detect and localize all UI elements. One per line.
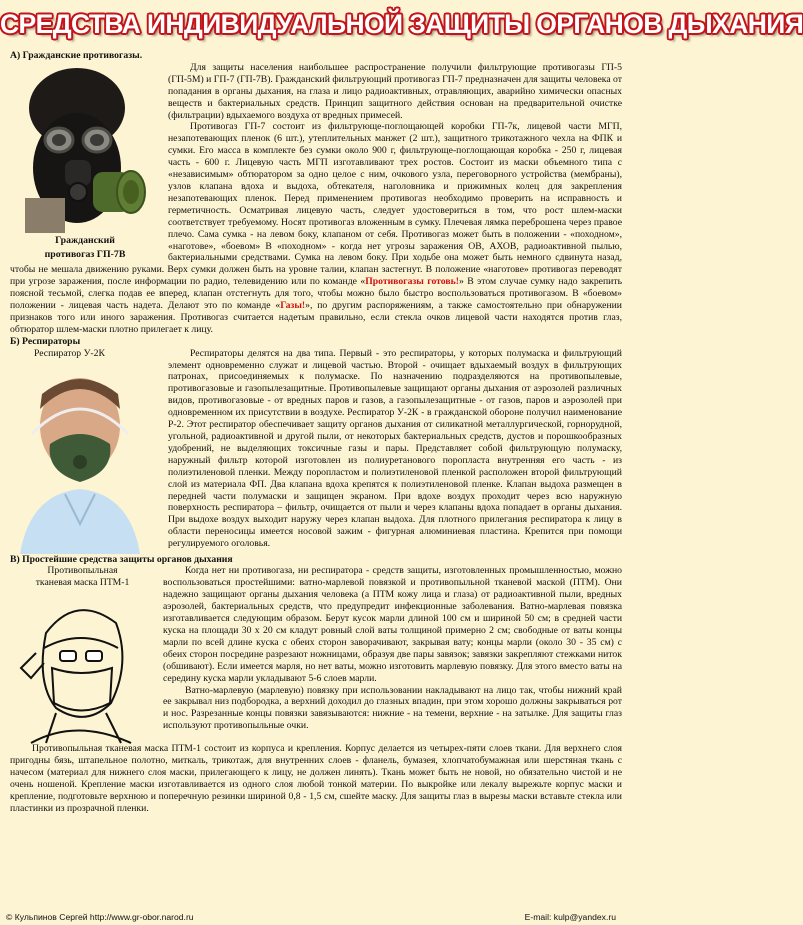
command-gas: Газы! [280,300,306,312]
ptm-caption-1: Противопыльная [47,565,118,577]
respirator-caption: Респиратор У-2К [34,347,105,359]
section-a-paragraph-2-text: Противогаз ГП-7 состоит из фильтрующе-поглощающей коробки ГП-7к, лицевой части МГП, незапотевающих пленок (6 шт.), утеплительных манжет (2 шт.), защитного трикотажного чехла на ФПК и сумки. Его масса в комплекте без сумки около 900 г, фильтрующе-поглощающая коробка - 250 г, лицевая часть - 600 г. Лицевую часть МГП изготавливают трех ростов. Состоит из маски объемного типа с «независимым» обтюратором за одно целое с ним, очкового узла, переговорного устройства (мембраны), узлов клапана вдоха и выдоха, обтекателя, наголовника и прижимных колец для закрепления незапотевающих пленок. Перед применением противогаз необходимо проверить на исправность и герметичность. Осматривая лицевую часть, следует удостовериться в том, что рост шлем-маски соответствует требуемому. Носят противогаз вложенным в сумку. Плечевая лямка переброшена через правое плечо. Сама сумка - на левом боку, клапаном от себя. Противогаз может быть в положении - «походном», «наготове», «боевом» В «походном» - когда нет угрозы заражения ОВ, АХОВ, радиоактивной пылью, бактериальными средствами. Сумка на левом боку. При ходьбе она может быть немного сдвинута назад, чтобы не мешала движению руками. Верх сумки должен быть на уровне талии, клапан застегнут. В положение «наготове» противогаз переводят при угрозе заражения, после информации по радио, телевидению или по команде « [10,121,622,288]
gas-mask-caption-1: Гражданский [55,234,115,246]
ptm-mask-figure [10,565,155,743]
respirator-photo [10,364,150,554]
gas-mask-photo [15,68,155,233]
section-a-paragraph-2-text-c: », по другим распоряжениям, а также самостоятельно при обнаружении признаков того или иного заражения. Противогаз считается надетым правильно, если стекла очков лицевой части находятся против глаз, обтюратор шлем-маски плотно прилегает к лицу. [10,300,622,335]
section-a-paragraph-1: Для защиты населения наибольшее распространение получили фильтрующие противогазы ГП-5 (ГП-5М) и ГП-7 (ГП-7В). Гражданский фильтрующий противогаз ГП-7 предназначен для защиты человека от попадания в органы дыхания, на глаза и лицо радиоактивных, отравляющих, аварийно химически опасных веществ и бактериальных средств. Принцип защитного действия основан на предварительной очистке (фильтрации) вдыхаемого воздуха от вредных примесей. [168,61,622,121]
page-title: СРЕДСТВА ИНДИВИДУАЛЬНОЙ ЗАЩИТЫ ОРГАНОВ ДЫХАНИЯ [0,9,803,39]
section-c-heading: В) Простейшие средства защиты органов дыхания [10,553,233,565]
section-b-paragraph-1: Респираторы делятся на два типа. Первый - это респираторы, у которых полумаска и фильтрующий элемент одновременно служат и лицевой частью. Второй - очищает вдыхаемый воздух в фильтрующих патронах, присоединяемых к полумаске. По назначению подразделяются на противопылевые, противогазовые и газопылезащитные. Противопылевые защищают органы дыхания от аэрозолей различных видов, противогазовые - от вредных паров и газов, а газопылезащитные - от газов, паров и аэрозолей при одновременном их присутствии в воздухе. Респиратор У-2К - в гражданской обороне получил наименование Р-2. Этот респиратор обеспечивает защиту органов дыхания от силикатной металлургической, горнорудной, угольной, радиоактивной и другой пыли, от некоторых бактериальных средств, дустов и порошкообразных удобрений, не выделяющих токсичные газы и пары. Представляет собой фильтрующую полумаску, наружный фильтр которой изготовлен из полиуретанового поропласта внутренняя его часть - из полиэтиленовой пленки. Между поропластом и полиэтиленовой пленкой расположен второй фильтрующий слой из материала ФП. Два клапана вдоха крепятся к полиэтиленовой пленке. Клапан выдоха размещен в передней части полумаски и защищен экраном. При вдохе воздух проходит через всю наружную поверхность респиратора – фильтр, очищается от пыли и через клапаны вдоха попадает в органы дыхания. При выдохе воздух выходит наружу через клапан выдоха. Для плотного прилегания респиратора к лицу в области переносицы имеется носовой зажим - фигурная алюминиевая пластина. Крепится при помощи регулируемого оголовья. [168,347,622,550]
footer-email: E-mail: kulp@yandex.ru [524,912,616,922]
footer-credits: © Кульпинов Сергей http://www.gr-obor.narod.ru [6,912,194,922]
gas-mask-caption-2: противогаз ГП-7В [44,248,126,260]
ptm-mask-drawing [16,593,146,743]
section-c-paragraph-3: Противопыльная тканевая маска ПТМ-1 состоит из корпуса и крепления. Корпус делается из четырех-пяти слоев ткани. Для верхнего слоя пригодны бязь, штапельное полотно, миткаль, трикотаж, для внутренних слоев - фланель, бумазея, хлопчатобумажная или шерстяная ткань с начесом (материал для нижнего слоя маски, прилегающего к лицу, не должен линять). Ткань может быть не новой, но обязательно чистой и не очень ношеной. Крепление маски изготавливается из одного слоя любой тонкой материи. По выкройке или лекалу вырежьте корпус маски и крепление, подготовьте верхнюю и поперечную резинки шириной 0,8 - 1,5 см, сшейте маску. Для защиты глаз в вырезы маски вставьте стекла или пластинки из прозрачной пленки. [10,743,622,814]
section-b-heading: Б) Респираторы [10,335,81,347]
respirator-figure [10,348,158,554]
gas-mask-figure [10,62,160,261]
section-c-paragraph-1: Когда нет ни противогаза, ни респиратора - средств защиты, изготовленных промышленностью, можно воспользоваться простейшими: ватно-марлевой повязкой и противопыльной тканевой маской (ПТМ). Они надежно защищают органы дыхания человека (а ПТМ кожу лица и глаза) от радиоактивной пыли, вредных аэрозолей, бактериальных средств, что предупредит инфекционные заболевания. Ватно-марлевая повязка изготавливается следующим образом. Берут кусок марли длиной 100 см и шириной 50 см; в средней части куска на площади 30 х 20 см кладут ровный слой ваты толщиной примерно 2 см; свободные от ваты концы марли по всей длине куска с обеих сторон заворачивают, закрывая вату; концы марли (около 30 - 35 см) с обеих сторон посредине разрезают ножницами, образуя две пары завязок; завязки закрепляют стежками ниток (обшивают). Если имеется марля, но нет ваты, можно изготовить марлевую повязку. Для этого вместо ваты на середину куска марли укладывают 5-6 слоев марли. [163,565,622,684]
section-c-paragraph-2: Ватно-марлевую (марлевую) повязку при использовании накладывают на лицо так, чтобы нижний край ее закрывал низ подбородка, а верхний доходил до глазных впадин, при этом хорошо должны закрываться рот и нос. Разрезанные концы повязки завязываются: нижние - на темени, верхние - на затылке. Для защиты глаз используют противопыльные очки. [163,684,622,732]
content-body [10,50,622,908]
section-a-heading: А) Гражданские противогазы. [10,50,143,61]
footer [6,910,616,924]
section-a-paragraph-2-text-b: » В этом случае сумку надо закрепить поясной тесьмой, слегка подав ее вперед, клапан отстегнуть для того, чтобы можно было быстро воспользоваться противогазом. В «боевом» положении - лицевая часть надета. Делают это по команде « [10,276,622,312]
ptm-caption-2: тканевая маска ПТМ-1 [35,577,130,589]
command-gas-masks-ready: Противогазы готовь! [365,276,459,288]
